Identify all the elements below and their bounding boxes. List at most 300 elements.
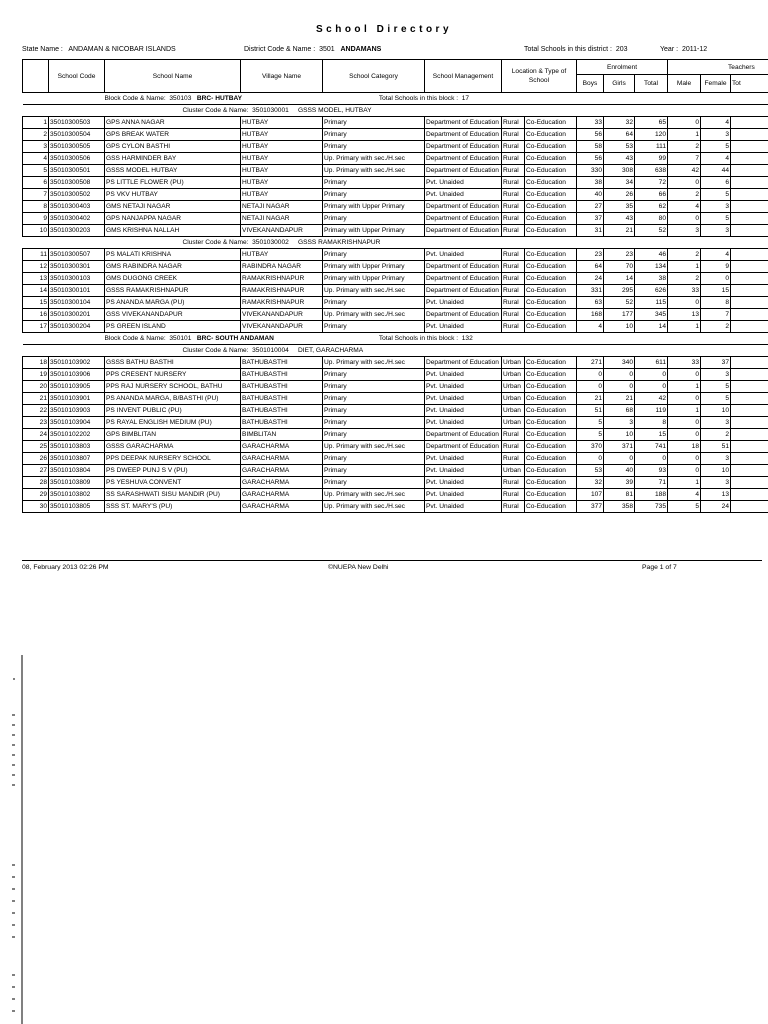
row-sno: 13 [23,273,49,285]
enrol-girls: 39 [604,477,635,489]
school-category: Up. Primary with sec./H.sec [323,441,425,453]
teachers-male: 0 [668,429,701,441]
school-management: Pvt. Unaided [425,489,502,501]
school-management: Pvt. Unaided [425,321,502,333]
footer-page: Page 1 of 7 [642,564,677,571]
enrol-total: 8 [635,417,668,429]
cluster-code: 3501030002 [252,238,289,246]
col-header-female: Female [701,75,731,93]
school-location: Urban [502,465,525,477]
enrol-girls: 0 [604,369,635,381]
row-sno: 26 [23,453,49,465]
school-category: Up. Primary with sec./H.sec [323,309,425,321]
school-management: Pvt. Unaided [425,189,502,201]
teachers-total [731,273,768,285]
teachers-total [731,321,768,333]
district-label: District Code & Name : [244,46,316,53]
school-location: Rural [502,225,525,237]
school-management: Department of Education [425,225,502,237]
teachers-total [731,357,768,369]
school-type: Co-Education [525,201,577,213]
school-name: GSSS BATHU BASTHI [105,357,241,369]
teachers-female: 3 [701,129,731,141]
enrol-girls: 10 [604,321,635,333]
teachers-male: 0 [668,417,701,429]
table-row [23,225,768,237]
school-name: PS ANANDA MARGA, B/BASTHI (PU) [105,393,241,405]
school-management: Department of Education [425,357,502,369]
teachers-male: 0 [668,213,701,225]
school-category: Primary [323,249,425,261]
school-name: PS INVENT PUBLIC (PU) [105,405,241,417]
school-location: Rural [502,153,525,165]
teachers-female: 37 [701,357,731,369]
school-management: Pvt. Unaided [425,381,502,393]
enrol-girls: 358 [604,501,635,513]
school-management: Department of Education [425,117,502,129]
district-total-value: 203 [615,46,628,53]
village-name: GARACHARMA [241,477,323,489]
teachers-female: 5 [701,381,731,393]
enrol-total: 0 [635,381,668,393]
year-value: 2011-12 [681,46,708,53]
enrol-total: 134 [635,261,668,273]
scan-edge-artifact [10,655,24,1024]
teachers-male: 0 [668,393,701,405]
school-code: 35010300506 [49,153,105,165]
teachers-total [731,189,768,201]
school-type: Co-Education [525,429,577,441]
row-sno: 6 [23,177,49,189]
village-name: BIMBLITAN [241,429,323,441]
school-type: Co-Education [525,417,577,429]
school-type: Co-Education [525,321,577,333]
teachers-female: 51 [701,441,731,453]
enrol-total: 626 [635,285,668,297]
school-type: Co-Education [525,213,577,225]
row-sno: 16 [23,309,49,321]
row-sno: 27 [23,465,49,477]
teachers-female: 3 [701,201,731,213]
cluster-header-row [23,345,768,357]
teachers-male: 2 [668,273,701,285]
enrol-total: 0 [635,453,668,465]
block-code: 350103 [169,94,192,102]
teachers-male: 0 [668,465,701,477]
village-name: VIVEKANANDAPUR [241,225,323,237]
school-type: Co-Education [525,405,577,417]
enrol-girls: 43 [604,213,635,225]
teachers-total [731,141,768,153]
school-name: GMS NETAJI NAGAR [105,201,241,213]
school-location: Urban [502,393,525,405]
teachers-male: 0 [668,369,701,381]
school-type: Co-Education [525,369,577,381]
teachers-total [731,429,768,441]
teachers-male: 2 [668,249,701,261]
enrol-boys: 330 [577,165,604,177]
school-name: GSS HARMINDER BAY [105,153,241,165]
school-type: Co-Education [525,189,577,201]
enrol-girls: 21 [604,393,635,405]
cluster-label: Cluster Code & Name: [182,346,249,354]
table-row [23,213,768,225]
school-code: 35010300503 [49,117,105,129]
teachers-male: 13 [668,309,701,321]
teachers-female: 3 [701,225,731,237]
village-name: NETAJI NAGAR [241,201,323,213]
enrol-girls: 34 [604,177,635,189]
teachers-female: 10 [701,465,731,477]
table-row [23,417,768,429]
teachers-female: 9 [701,261,731,273]
enrol-girls: 340 [604,357,635,369]
school-code: 35010103905 [49,381,105,393]
school-location: Rural [502,141,525,153]
enrol-girls: 53 [604,141,635,153]
school-location: Rural [502,261,525,273]
col-header-category: School Category [323,60,425,93]
school-management: Pvt. Unaided [425,477,502,489]
school-directory-table [22,59,768,513]
village-name: VIVEKANANDAPUR [241,309,323,321]
school-code: 35010300203 [49,225,105,237]
table-row [23,381,768,393]
row-sno: 20 [23,381,49,393]
school-location: Rural [502,177,525,189]
teachers-male: 7 [668,153,701,165]
school-category: Primary [323,393,425,405]
table-row [23,453,768,465]
block-total-label: Total Schools in this block : [378,334,459,342]
enrol-girls: 32 [604,117,635,129]
teachers-total [731,117,768,129]
school-category: Up. Primary with sec./H.sec [323,285,425,297]
village-name: BATHUBASTHI [241,381,323,393]
school-management: Pvt. Unaided [425,369,502,381]
school-type: Co-Education [525,129,577,141]
teachers-female: 2 [701,429,731,441]
school-code: 35010103901 [49,393,105,405]
enrol-girls: 23 [604,249,635,261]
teachers-total [731,381,768,393]
school-management: Pvt. Unaided [425,177,502,189]
footer-date: 08, February 2013 02:26 PM [22,564,109,571]
table-row [23,357,768,369]
cluster-label: Cluster Code & Name: [182,238,249,246]
school-location: Urban [502,369,525,381]
table-body [23,93,768,513]
row-sno: 11 [23,249,49,261]
enrol-total: 611 [635,357,668,369]
enrol-girls: 308 [604,165,635,177]
row-sno: 30 [23,501,49,513]
school-code: 35010300103 [49,273,105,285]
enrol-boys: 5 [577,417,604,429]
enrol-total: 46 [635,249,668,261]
teachers-male: 1 [668,321,701,333]
teachers-female: 3 [701,477,731,489]
enrol-boys: 63 [577,297,604,309]
block-header [23,93,768,105]
enrol-girls: 43 [604,153,635,165]
school-type: Co-Education [525,489,577,501]
school-location: Rural [502,489,525,501]
teachers-total [731,177,768,189]
school-location: Urban [502,357,525,369]
teachers-total [731,225,768,237]
school-category: Primary with Upper Primary [323,201,425,213]
school-code: 35010103902 [49,357,105,369]
block-total-label: Total Schools in this block : [378,94,459,102]
col-header-total: Total [635,75,668,93]
enrol-total: 66 [635,189,668,201]
school-management: Department of Education [425,201,502,213]
cluster-name: GSSS RAMAKRISHNAPUR [297,238,381,246]
teachers-female: 4 [701,117,731,129]
village-name: HUTBAY [241,117,323,129]
school-code: 35010300301 [49,261,105,273]
teachers-male: 4 [668,489,701,501]
teachers-total [731,477,768,489]
teachers-male: 0 [668,297,701,309]
col-header-enrolment: Enrolment [577,60,668,75]
school-name: PS DWEEP PUNJ S V (PU) [105,465,241,477]
enrol-girls: 70 [604,261,635,273]
school-category: Primary [323,321,425,333]
table-row [23,153,768,165]
row-sno: 25 [23,441,49,453]
school-management: Department of Education [425,165,502,177]
cluster-name: DIET, GARACHARMA [297,346,364,354]
table-row [23,309,768,321]
school-name: PS LITTLE FLOWER (PU) [105,177,241,189]
school-category: Primary [323,381,425,393]
enrol-boys: 370 [577,441,604,453]
school-name: GPS ANNA NAGAR [105,117,241,129]
school-management: Pvt. Unaided [425,501,502,513]
school-type: Co-Education [525,477,577,489]
school-type: Co-Education [525,297,577,309]
school-code: 35010300501 [49,165,105,177]
school-location: Rural [502,117,525,129]
enrol-boys: 56 [577,129,604,141]
col-header-tot: Tot [731,75,768,93]
village-name: HUTBAY [241,165,323,177]
school-category: Up. Primary with sec./H.sec [323,153,425,165]
teachers-male: 2 [668,141,701,153]
school-management: Department of Education [425,213,502,225]
teachers-male: 42 [668,165,701,177]
teachers-male: 0 [668,177,701,189]
enrol-boys: 51 [577,405,604,417]
school-category: Primary [323,417,425,429]
village-name: BATHUBASTHI [241,393,323,405]
teachers-male: 0 [668,117,701,129]
school-management: Department of Education [425,153,502,165]
school-location: Rural [502,297,525,309]
teachers-female: 3 [701,453,731,465]
cluster-code: 3501030001 [252,106,289,114]
teachers-female: 7 [701,309,731,321]
school-category: Primary with Upper Primary [323,273,425,285]
enrol-total: 72 [635,177,668,189]
school-category: Primary [323,429,425,441]
enrol-girls: 10 [604,429,635,441]
enrol-boys: 4 [577,321,604,333]
teachers-male: 1 [668,261,701,273]
teachers-male: 18 [668,441,701,453]
school-category: Primary [323,213,425,225]
enrol-girls: 177 [604,309,635,321]
school-type: Co-Education [525,465,577,477]
village-name: HUTBAY [241,189,323,201]
teachers-female: 3 [701,417,731,429]
school-category: Primary [323,465,425,477]
teachers-male: 33 [668,357,701,369]
row-sno: 22 [23,405,49,417]
village-name: HUTBAY [241,177,323,189]
enrol-girls: 81 [604,489,635,501]
school-type: Co-Education [525,453,577,465]
enrol-total: 42 [635,393,668,405]
enrol-boys: 21 [577,393,604,405]
school-code: 35010103809 [49,477,105,489]
school-management: Pvt. Unaided [425,453,502,465]
enrol-girls: 295 [604,285,635,297]
village-name: GARACHARMA [241,453,323,465]
village-name: BATHUBASTHI [241,405,323,417]
teachers-female: 6 [701,177,731,189]
school-category: Primary [323,405,425,417]
page-title: School Directory [315,24,453,35]
school-category: Primary with Upper Primary [323,261,425,273]
teachers-female: 0 [701,273,731,285]
village-name: RABINDRA NAGAR [241,261,323,273]
table-row [23,393,768,405]
teachers-total [731,417,768,429]
teachers-male: 33 [668,285,701,297]
teachers-total [731,309,768,321]
cluster-code: 3501010004 [252,346,289,354]
state-label: State Name : [22,46,63,53]
school-management: Department of Education [425,129,502,141]
enrol-total: 735 [635,501,668,513]
teachers-female: 4 [701,153,731,165]
school-name: GPS CYLON BASTHI [105,141,241,153]
row-sno: 21 [23,393,49,405]
school-type: Co-Education [525,285,577,297]
block-label: Block Code & Name: [104,94,166,102]
table-row [23,441,768,453]
school-management: Department of Education [425,429,502,441]
school-category: Primary [323,453,425,465]
table-row [23,297,768,309]
teachers-female: 3 [701,369,731,381]
row-sno: 15 [23,297,49,309]
enrol-total: 15 [635,429,668,441]
col-header-teachers: Teachers [668,60,768,75]
village-name: BATHUBASTHI [241,417,323,429]
school-category: Primary [323,369,425,381]
village-name: NETAJI NAGAR [241,213,323,225]
enrol-total: 0 [635,369,668,381]
row-sno: 19 [23,369,49,381]
row-sno: 24 [23,429,49,441]
school-name: PS RAYAL ENGLISH MEDIUM (PU) [105,417,241,429]
school-name: PPS RAJ NURSERY SCHOOL, BATHU [105,381,241,393]
col-header-name: School Name [105,60,241,93]
teachers-male: 5 [668,501,701,513]
state-value: ANDAMAN & NICOBAR ISLANDS [68,46,176,53]
school-type: Co-Education [525,117,577,129]
school-name: PS MALATI KRISHNA [105,249,241,261]
village-name: HUTBAY [241,249,323,261]
enrol-total: 52 [635,225,668,237]
school-code: 35010300508 [49,177,105,189]
school-code: 35010300507 [49,249,105,261]
cluster-header-row [23,237,768,249]
school-code: 35010300504 [49,129,105,141]
village-name: HUTBAY [241,129,323,141]
village-name: GARACHARMA [241,489,323,501]
block-name: BRC- HUTBAY [196,94,243,102]
district-total-label: Total Schools in this district : [524,46,612,53]
col-header-male: Male [668,75,701,93]
teachers-female: 13 [701,489,731,501]
table-row [23,261,768,273]
school-code: 35010103906 [49,369,105,381]
teachers-female: 5 [701,393,731,405]
school-category: Up. Primary with sec./H.sec [323,357,425,369]
school-location: Rural [502,441,525,453]
enrol-total: 638 [635,165,668,177]
school-code: 35010300402 [49,213,105,225]
school-name: SSS ST. MARY'S (PU) [105,501,241,513]
school-name: GSSS RAMAKRISHNAPUR [105,285,241,297]
school-type: Co-Education [525,261,577,273]
school-type: Co-Education [525,177,577,189]
enrol-total: 115 [635,297,668,309]
cluster-label: Cluster Code & Name: [182,106,249,114]
state-info [22,46,176,53]
school-name: GPS NANJAPPA NAGAR [105,213,241,225]
school-category: Up. Primary with sec./H.sec [323,501,425,513]
teachers-total [731,489,768,501]
school-location: Rural [502,309,525,321]
school-code: 35010103802 [49,489,105,501]
block-code: 350101 [169,334,192,342]
village-name: GARACHARMA [241,501,323,513]
enrol-total: 38 [635,273,668,285]
teachers-total [731,129,768,141]
teachers-male: 3 [668,225,701,237]
teachers-total [731,201,768,213]
table-row [23,189,768,201]
village-name: RAMAKRISHNAPUR [241,285,323,297]
year-info [660,46,707,53]
school-management: Pvt. Unaided [425,249,502,261]
school-name: GMS KRISHNA NALLAH [105,225,241,237]
table-row [23,321,768,333]
row-sno: 23 [23,417,49,429]
school-category: Primary [323,117,425,129]
footer-rule [22,560,762,561]
school-name: PS GREEN ISLAND [105,321,241,333]
school-location: Rural [502,189,525,201]
enrol-total: 80 [635,213,668,225]
school-type: Co-Education [525,249,577,261]
